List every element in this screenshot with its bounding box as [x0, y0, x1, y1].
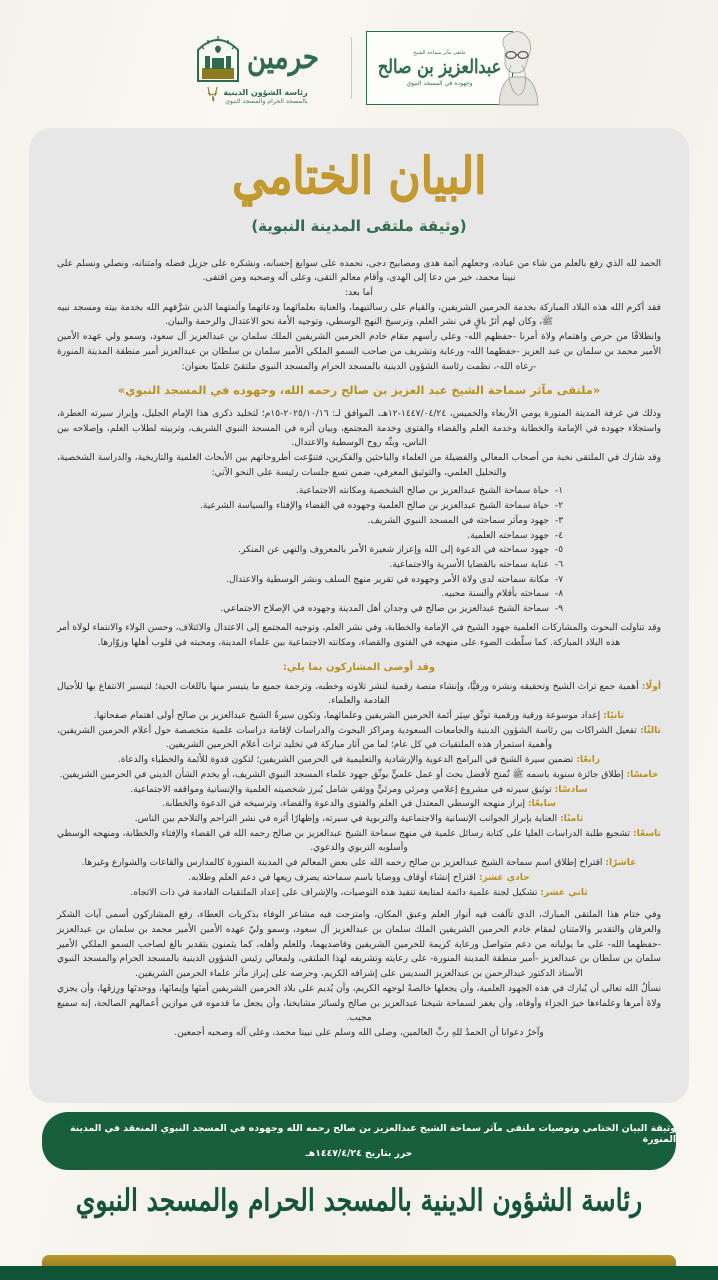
- paragraph-6: وقد تناولت البحوث والمشاركات العلمية جهود الشيخ في الإمامة والخطابة، وفي نشر العلم، وتوجيه المجتمع إلى الاعتدال والائتلاف، وحسن الولاء والانتماء لولاة أمر هذه البلاد المباركة. كما سلّطت الضوء على منهجه في الفتوى والقضاء، ومكانته الاجتماعية بين علماء المدينة، ومحبته في قلوب أهلها وزوّارها.: [57, 622, 661, 648]
- list-item: [57, 602, 661, 617]
- mosque-arch-icon: [195, 32, 241, 84]
- bottom-bars: [0, 1255, 718, 1280]
- recommendation-label: عاشرًا:: [605, 858, 637, 869]
- amma-baad: أما بعد:: [345, 288, 373, 299]
- recommendations-heading: وقد أوصى المشاركون بما يلي:: [282, 662, 436, 674]
- recommendation-text: إبراز منهجه الوسطي المعتدل في العلم والفتوى والدعوة والقضاء، وترسيخه في الدعوة والخطابة.: [162, 799, 526, 810]
- page-header: [0, 0, 718, 132]
- recommendation-label: سابعًا:: [527, 799, 556, 810]
- paragraph-5: وقد شارك في الملتقى نخبة من أصحاب المعالي والفضيلة من العلماء والباحثين والفكرين، فتنوّعت أطروحاتهم بين الأبحاث العلمية والتاريخية، والدراسة الشخصية، والتحليل العلمي، والتوثيق المعرفي، ضمن تسع جلسات رئيسة على النحو الآتي:: [57, 452, 661, 478]
- session-number: ٨-: [554, 589, 564, 600]
- recommendation-item: [57, 827, 661, 856]
- recommendation-item: [57, 783, 661, 798]
- closing-paragraph-1: وفي ختام هذا الملتقى المبارك، الذي تآلفت فيه أنوار العلم وعبق المكان، وامتزجت فيه مشاعر الوفاء بذكريات العطاء، رفع المشاركون أسمى آيات الشكر والعرفان والتقدير والامتنان لمقام خادم الحرمين الشريفين الملك سلمان بن عبدالعزيز آل سعود، وسمو وليّ عهده الأمين الأمير محمد بن سلمان بن عبدالعزيز -حفظهما الله- على ما يوليانه من دعم متواصل ورعاية كريمة للحرمين الشريفين وقاصديهما، وللعلم وأهله، كما يثمنون بتقدير بالغ لصاحب السمو الملكي الأمير سلمان بن سلطان بن عبدالعزيز -أمير منطقة المدينة المنورة- على رعايته وتشريفه لهذا الملتقى، ولمعالي رئيس الشؤون الدينية بالمسجد الحرام والمسجد النبوي الأستاذ الدكتور عبدالرحمن بن عبدالعزيز السديس على إشرافه الكريم، وحرصه على إبراز مآثر علماء الحرمين الشريفين.: [57, 910, 661, 980]
- statement-card: [29, 128, 689, 1103]
- recommendation-text: أهمية جمع تراث الشيخ وتحقيقه ونشره ورقيًّا، وإنشاء منصة رقمية لنشر تلاوته وخطبه، وترجمة جميع ما يتيسر منها باللغات الحية؛ لتيسير الانتفاع بها للأجيال القادمة والعلماء.: [57, 681, 639, 707]
- recommendation-label: رابعًا:: [576, 755, 601, 766]
- recommendation-item: [57, 871, 661, 886]
- recommendation-text: توثيق سيرته في مشروع إعلامي ومرئي ومرئيٍّ ووثقي شامل يُبرز شخصيته العلمية والإنسانية ومواقفه الاجتماعية.: [130, 784, 552, 795]
- footer-wordmark-text: رئاسة الشؤون الدينية بالمسجد الحرام والمسجد النبوي: [75, 1183, 643, 1218]
- list-item: [57, 573, 661, 588]
- list-item: [57, 499, 661, 514]
- page-title: البيان الختامي: [231, 147, 487, 206]
- session-number: ٥-: [554, 545, 564, 556]
- page-subtitle: (وثيقة ملتقى المدينة النبوية): [251, 216, 467, 235]
- gold-bar: [42, 1255, 676, 1266]
- recommendation-text: تفعيل الشراكات بين رئاسة الشؤون الدينية والجامعات السعودية ومراكز البحوث والدراسات لإقامة دراسات علمية متخصصة حول أعلام الحرمين الشريفين، وأهمية استمرار هذه الملتقيات في كل عام؛ لما من آثار مباركة في تخليد تراث أعلام الحرمين الشريفين.: [57, 725, 637, 751]
- presidency-logo-top: [195, 32, 319, 84]
- session-number: ٢-: [554, 501, 564, 512]
- recommendation-item: [57, 812, 661, 827]
- recommendation-item: [57, 797, 661, 812]
- recommendation-item: [57, 856, 661, 871]
- recommendation-label: ثامنًا:: [560, 813, 584, 824]
- recommendation-label: أولًا:: [641, 681, 661, 692]
- recommendation-label: سادسًا:: [554, 784, 588, 795]
- banner-line2: حرر بتاريخ ١٤٤٧/٤/٢٤هـ: [305, 1148, 413, 1159]
- paragraph-opening: الحمد لله الذي رفع بالعلم من شاء من عباده، وجعلهم أئمة هدى ومصابيح دجى، نحمده على سوابغ إحسانه، ونشكره على جزيل فضله وامتنانه، ونصلي ونسلم على نبينا محمد، خير من دعا إلى الهدى، وأقام معالم التقى، وعلى آله وصحبه ومن اقتفى.: [57, 258, 661, 284]
- recommendation-item: [57, 680, 661, 709]
- session-number: ٤-: [554, 530, 564, 541]
- statement-body: [57, 257, 661, 1041]
- session-text: سماحة الشيخ عبدالعزيز بن صالح في وجدان أهل المدينة وجهوده في الإصلاح الاجتماعي.: [220, 604, 549, 615]
- recommendation-item: [57, 768, 661, 783]
- haramain-wordmark: حرمين: [247, 38, 319, 77]
- session-text: جهود سماحته في الدعوة إلى الله وإعزاز شعيرة الأمر بالمعروف والنهي عن المنكر.: [238, 545, 549, 556]
- presidency-logo: [177, 24, 337, 112]
- closing-banner: [42, 1112, 676, 1170]
- session-text: عناية سماحته بالقضايا الأسرية والاجتماعية.: [389, 560, 549, 570]
- recommendation-label: خامسًا:: [626, 769, 659, 780]
- session-text: مكانة سماحته لدى ولاة الأمر وجهوده في تقرير منهج السلف ونشر الوسطية والاعتدال.: [226, 574, 549, 585]
- recommendation-text: اقتراح إطلاق اسم سماحة الشيخ عبدالعزيز بن صالح رحمه الله على بعض المعالم في المدينة المنورة كالمدارس والقاعات والشوارع وغيرها.: [81, 858, 603, 869]
- list-item: [57, 514, 661, 529]
- session-number: ٩-: [554, 604, 564, 615]
- recommendation-label: ثانيًا:: [603, 710, 625, 721]
- forum-title: «ملتقى مآثر سماحة الشيخ عبد العزيز بن صالح رحمه الله، وجهوده في المسجد النبوي»: [117, 383, 601, 398]
- session-text: جهود ومآثر سماحته في المسجد النبوي الشريف.: [367, 515, 549, 526]
- list-item: [57, 558, 661, 573]
- recommendation-text: إعداد موسوعة ورقية ورقمية توثّق سِيَر أئمة الحرمين الشريفين وعلمائهما، وتكون سيرةُ الشيخ عبدالعزيز بن صالح أولى اهتمام صفحاتها.: [93, 710, 601, 721]
- recommendation-text: العناية بإبراز الجوانب الإنسانية والاجتماعية والتربوية في سيرته، وإظهارًا أثره في نشر التراحم والتلاحم بين الناس.: [134, 813, 558, 824]
- session-text: جهود سماحته العلمية.: [467, 530, 549, 541]
- recommendation-item: [57, 886, 661, 901]
- recommendation-text: تشجيع طلبة الدراسات العليا على كتابة رسائل علمية في منهج سماحة الشيخ عبدالعزيز بن صالح رحمه الله في القضاء والإفتاء والخطابة، ومنهجه الوسطي وأسلوبه التربوي والدعوي.: [57, 828, 631, 854]
- presidency-line2: بالمسجد الحرام والمسجد النبوي: [225, 97, 308, 105]
- sheikh-portrait-icon: [491, 29, 543, 107]
- recommendation-item: [57, 753, 661, 768]
- recommendation-text: تضمين سيرة الشيخ في البرامج الدعوية والإرشادية والتعليمية في الحرمين الشريفين؛ لتكون قدوة للأئمة والخطباء والدعاة.: [117, 755, 574, 766]
- list-item: [57, 543, 661, 558]
- recommendation-label: ثاني عشر:: [540, 887, 588, 898]
- paragraph-2: فقد أكرم الله هذه البلاد المباركة بخدمة الحرمين الشريفين، والقيام على رسالتيهما، والعناية بعلمائهما ودعاتهما وأئمتهما الذين شرَّفهم الله بخدمة بيته ومسجد نبيه ﷺ، وكان لهم أثرٌ باقٍ في نشر العلم، وترسيخ النهج الوسطي، وتوجيه الأمة نحو الاعتدال والرحمة والبيان.: [57, 302, 661, 328]
- recommendation-label: حادي عشر:: [478, 872, 530, 883]
- session-number: ٦-: [554, 560, 564, 570]
- list-item: [57, 587, 661, 602]
- recommendation-label: ثالثًا:: [639, 725, 661, 736]
- sessions-list: [57, 484, 661, 616]
- title-block: [57, 144, 661, 235]
- forum-logo-line3: وجهوده في المسجد النبوي: [406, 79, 473, 87]
- recommendation-label: تاسعًا:: [633, 828, 661, 839]
- session-text: سماحته بأقلام وألسنة محبيه.: [441, 589, 549, 600]
- session-number: ٧-: [554, 574, 564, 585]
- footer-wordmark: [0, 1183, 718, 1218]
- recommendation-text: اقتراح إنشاء أوقاف ووصايا باسم سماحته يصرف ريعها في دعم العلم وطلابه.: [188, 872, 476, 883]
- list-item: [57, 529, 661, 544]
- green-bar: [0, 1266, 718, 1280]
- recommendation-text: تشكيل لجنة علمية دائمة لمتابعة تنفيذ هذه التوصيات، والإشراف على إعداد الملتقيات القادمة في ذات الاتجاه.: [130, 887, 538, 898]
- session-text: حياة سماحة الشيخ عبدالعزيز بن صالح العلمية وجهوده في القضاء والإفتاء والسياسة الشرعية.: [200, 501, 549, 512]
- paragraph-4: وذلك في غرفة المدينة المنورة يومي الأربعاء والخميس، ١٤٤٧/٠٤/٢٤-١٢هـ، الموافق لـ: ٢٠٢٥/١٠/١٦-١٥م؛ لتخليد ذكرى هذا الإمام الجليل، وإبراز سيرته العطرة، واستجلاء جهوده في الإمامة والخطابة وخدمة العلم والقضاء والفتوى وخدمة المجتمع، وبيان أثره في المسجد النبوي الشريف، وتربيته لطلاب العلم، وإصلاحه بين الناس، وبثّه روح الوسطية والاعتدال.: [57, 408, 661, 449]
- session-number: ١-: [554, 486, 564, 497]
- recommendation-item: [57, 709, 661, 724]
- saudi-emblem-icon: [206, 85, 219, 103]
- banner-line1: وثيقة البيان الختامي وتوصيات ملتقى مآثر سماحة الشيخ عبدالعزيز بن صالح رحمه الله وجهوده في المسجد النبوي المنعقد في المدينة المنورة: [70, 1123, 676, 1145]
- session-number: ٣-: [554, 515, 564, 526]
- forum-logo-line1: ملتقى مآثر سماحة الشيخ: [413, 49, 466, 56]
- forum-logo: [366, 27, 541, 109]
- header-divider: [351, 37, 352, 99]
- closing-paragraph-2: نسألُ الله تعالى أن يُبارك في هذه الجهود العلمية، وأن يجعلها خالصةً لوجهه الكريم، وأن يُديم على بلاد الحرمين الشريفين أمنَها وإيمانَها، ووحدتَها ورِزقَها، وأن يجزي ولاةَ أمرها وعلماءها خيرَ الجزاء وأوفاه، وأن يغفر لسماحة شيخنا عبدالعزيز بن صالح ولسائر مشايخنا، وأن يجعل ما قدموه في موازين أعمالهم الصالحة، إنه سميع مجيب.: [57, 983, 661, 1024]
- presidency-line1: رئاسة الشؤون الدينية: [223, 87, 308, 97]
- list-item: [57, 484, 661, 499]
- recommendation-item: [57, 724, 661, 753]
- recommendation-text: إطلاق جائزة سنوية باسمه ﷺ تُمنح لأفضل بحث أو عمل علميٍّ يوثّق جهود علماء المسجد النبوي الشريف، أو يخدم الشأن الديني في الحرمين الشريفين.: [59, 769, 624, 780]
- closing-paragraph-3: وآخرُ دعوانا أن الحمدُ للهِ ربِّ العالمين، وصلى الله وسلم على نبينا محمد، وعلى آله وصحبه أجمعين.: [174, 1028, 544, 1039]
- forum-logo-name: عبدالعزيز بن صالح: [377, 54, 502, 78]
- presidency-subtext: [206, 84, 307, 105]
- session-text: حياة سماحة الشيخ عبدالعزيز بن صالح الشخصية ومكانته الاجتماعية.: [295, 486, 549, 497]
- paragraph-3: وانطلاقًا من حرص واهتمام ولاة أمرنا -حفظهم الله- وعلى رأسهم مقام خادم الحرمين الشريفين الملك سلمان بن عبدالعزيز آل سعود، وسمو ولي عهده الأمين الأمير محمد بن سلمان بن عبد العزيز -حفظهما الله- ورعاية وتشريف من صاحب السمو الملكي الأمير سلمان بن سلطان بن عبدالعزيز أمير منطقة المدينة المنورة -رعاه الله-، نظمت رئاسة الشؤون الدينية بالمسجد الحرام والمسجد النبوي ملتقىً علميًا بعنوان:: [57, 332, 661, 372]
